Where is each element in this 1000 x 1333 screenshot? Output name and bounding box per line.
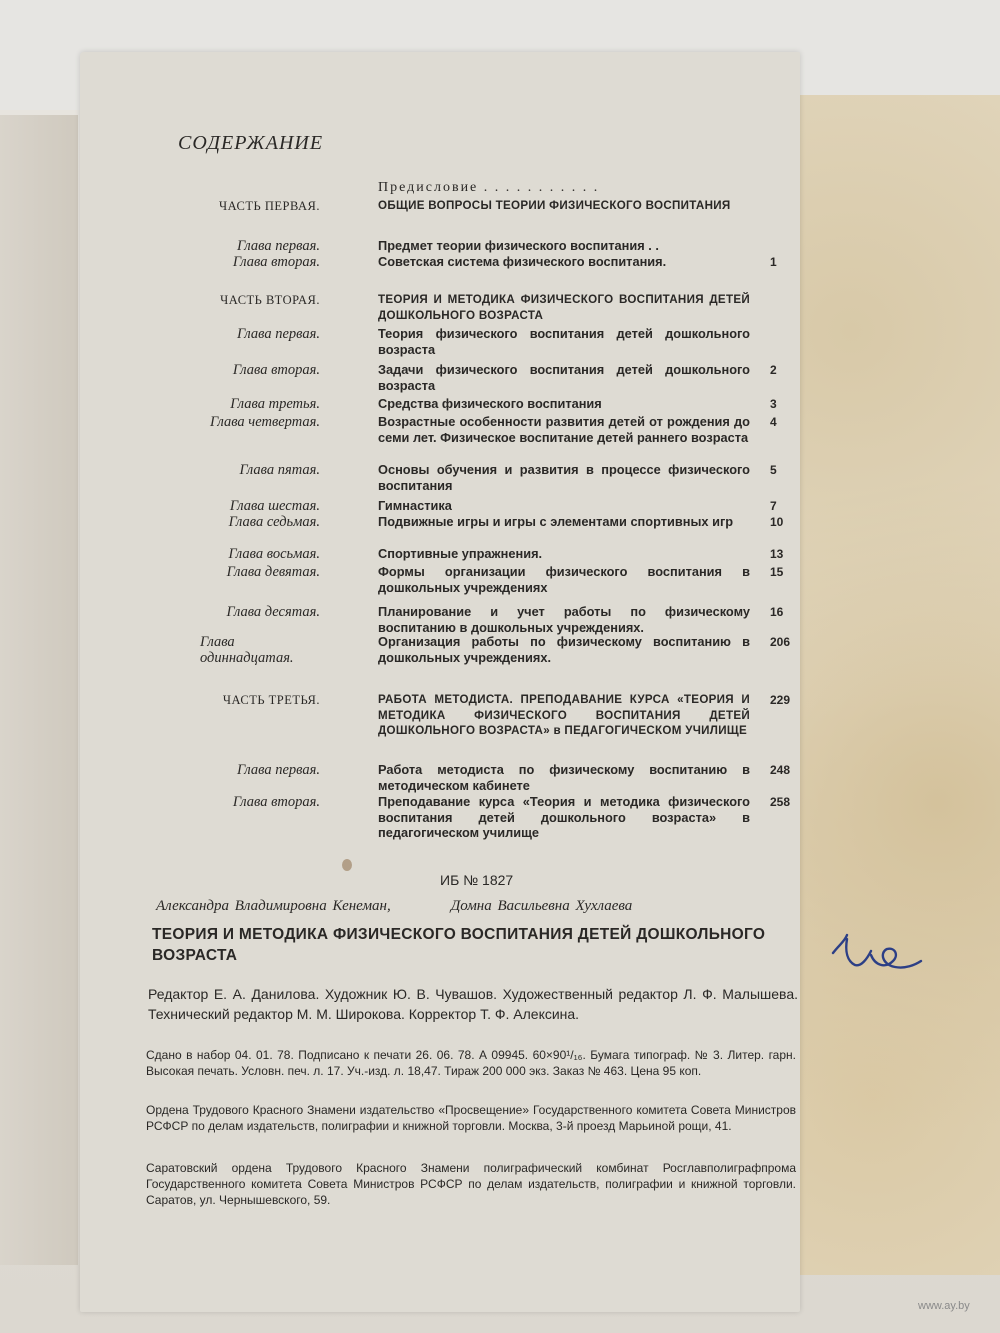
toc-entry-title: Формы организации физического воспитания в дошкольных учреждениях [378, 564, 750, 595]
toc-entry-title: РАБОТА МЕТОДИСТА. ПРЕПОДАВАНИЕ КУРСА «ТЕОРИЯ И МЕТОДИКА ФИЗИЧЕСКОГО ВОСПИТАНИЯ ДЕТЕЙ ДОШКОЛЬНОГО ВОЗРАСТА» в ПЕДАГОГИЧЕСКОМ УЧИЛИЩЕ [378, 693, 750, 737]
printer: Саратовский ордена Трудового Красного Знамени полиграфический комбинат Росглавполиграфпрома Государственного комитета Совета Министров РСФСР по делам издательств, полиграфии и книжной торговли. Саратов, ул. Чернышевского, 59. [146, 1161, 796, 1207]
toc-entry-page: 15 [770, 565, 784, 579]
book-title: ТЕОРИЯ И МЕТОДИКА ФИЗИЧЕСКОГО ВОСПИТАНИЯ ДЕТЕЙ ДОШКОЛЬНОГО ВОЗРАСТА [152, 926, 766, 964]
toc-entry-title: Предисловие . . . . . . . . . . . [378, 180, 600, 195]
toc-entry-label: ЧАСТЬ ТРЕТЬЯ. [222, 693, 320, 707]
toc-title: СОДЕРЖАНИЕ [178, 132, 324, 154]
toc-entry-title: Подвижные игры и игры с элементами спортивных игр [378, 514, 734, 529]
toc-entry-title: Средства физического воспитания [378, 396, 602, 411]
toc-entry-title: Планирование и учет работы по физическому воспитанию в дошкольных учреждениях. [378, 604, 750, 635]
toc-entry-page: 4 [770, 415, 777, 429]
toc-entry-page: 5 [770, 463, 777, 477]
ib-number: ИБ № 1827 [440, 872, 514, 888]
toc-entry-label: Глава вторая. [232, 362, 320, 378]
toc-entry-page: 1 [770, 255, 777, 269]
toc-entry-label: Глава пятая. [239, 462, 320, 478]
toc-entry-label: Глава четвертая. [210, 414, 320, 430]
publisher: Ордена Трудового Красного Знамени издательство «Просвещение» Государственного комитета Совета Министров РСФСР по делам издательств, полиграфии и книжной торговли. Москва, 3-й проезд Марьиной рощи, 41. [146, 1103, 796, 1133]
toc-entry-page: 3 [770, 397, 777, 411]
toc-entry-label: Глава девятая. [226, 564, 320, 580]
watermark: www.ay.by [918, 1300, 970, 1312]
toc-entry-title: Основы обучения и развития в процессе физического воспитания [378, 462, 750, 493]
handwritten-note [825, 915, 935, 985]
toc-entry-label: ЧАСТЬ ВТОРАЯ. [220, 293, 320, 307]
toc-entry-title: Работа методиста по физическому воспитанию в методическом кабинете [378, 762, 750, 793]
toc-entry-title: Предмет теории физического воспитания . . [378, 238, 659, 253]
left-page-edge [0, 115, 78, 1265]
credits: Редактор Е. А. Данилова. Художник Ю. В. Чувашов. Художественный редактор Л. Ф. Малышева. Технический редактор М. М. Широкова. Корректор Т. Ф. Алексина. [148, 986, 798, 1022]
book-page [80, 52, 800, 1312]
page-stain [342, 859, 352, 871]
toc-entry-title: Советская система физического воспитания. [378, 254, 667, 269]
toc-entry-page: 10 [770, 515, 784, 529]
toc-entry-title: Задачи физического воспитания детей дошкольного возраста [378, 362, 750, 393]
toc-entry-title: Спортивные упражнения. [378, 546, 543, 561]
toc-entry-title: Гимнастика [378, 498, 452, 513]
author-1: Александра Владимировна Кенеман, [156, 898, 391, 914]
toc-entry-page: 7 [770, 499, 777, 513]
author-2: Домна Васильевна Хухлаева [450, 898, 633, 914]
toc-entry-page: 258 [770, 795, 791, 809]
toc-entry-title: ОБЩИЕ ВОПРОСЫ ТЕОРИИ ФИЗИЧЕСКОГО ВОСПИТАНИЯ [378, 199, 731, 212]
toc-entry-page: 16 [770, 605, 784, 619]
toc-entry-title: Преподавание курса «Теория и методика физического воспитания детей дошкольного возраста» в педагогическом училище [378, 794, 750, 840]
toc-entry-label: Глава шестая. [229, 498, 320, 514]
toc-entry-page: 248 [770, 763, 791, 777]
toc-entry-label: Глава вторая. [232, 254, 320, 270]
toc-entry-label: Глава десятая. [226, 604, 320, 620]
toc-entry-label: ЧАСТЬ ПЕРВАЯ. [219, 199, 320, 213]
toc-entry-label: Глава седьмая. [228, 514, 320, 530]
toc-entry-label: Глава вторая. [232, 794, 320, 810]
toc-entry-label: Глава третья. [230, 396, 320, 412]
toc-entry-label: Глава восьмая. [228, 546, 320, 562]
toc-entry-page: 2 [770, 363, 777, 377]
toc-entry-page: 206 [770, 635, 791, 649]
toc-entry-page: 13 [770, 547, 784, 561]
toc-entry-label: Глава первая. [236, 326, 320, 342]
toc-entry-title: Организация работы по физическому воспитанию в дошкольных учреждениях. [378, 634, 750, 665]
toc-entry-label: Глава первая. [236, 762, 320, 778]
book-cover-right [785, 95, 1000, 1275]
toc-entry-label: Глава первая. [236, 238, 320, 254]
toc-entry-page: 229 [770, 693, 791, 707]
imprint: Сдано в набор 04. 01. 78. Подписано к печати 26. 06. 78. А 09945. 60×90¹/₁₆. Бумага типограф. № 3. Литер. гарн. Высокая печать. Условн. печ. л. 17. Уч.-изд. л. 18,47. Тираж 200 000 экз. Заказ № 463. Цена 95 коп. [146, 1048, 796, 1078]
toc-entry-title: ТЕОРИЯ И МЕТОДИКА ФИЗИЧЕСКОГО ВОСПИТАНИЯ ДЕТЕЙ ДОШКОЛЬНОГО ВОЗРАСТА [378, 293, 750, 322]
toc-entry-label: Глава одиннадцатая. [200, 634, 294, 666]
toc-entry-title: Теория физического воспитания детей дошкольного возраста [378, 326, 750, 357]
handwriting-text: Ие [825, 983, 827, 984]
toc-entry-title: Возрастные особенности развития детей от рождения до семи лет. Физическое воспитание детей раннего возраста [378, 414, 750, 445]
authors [156, 898, 632, 915]
page-content [80, 52, 800, 1312]
